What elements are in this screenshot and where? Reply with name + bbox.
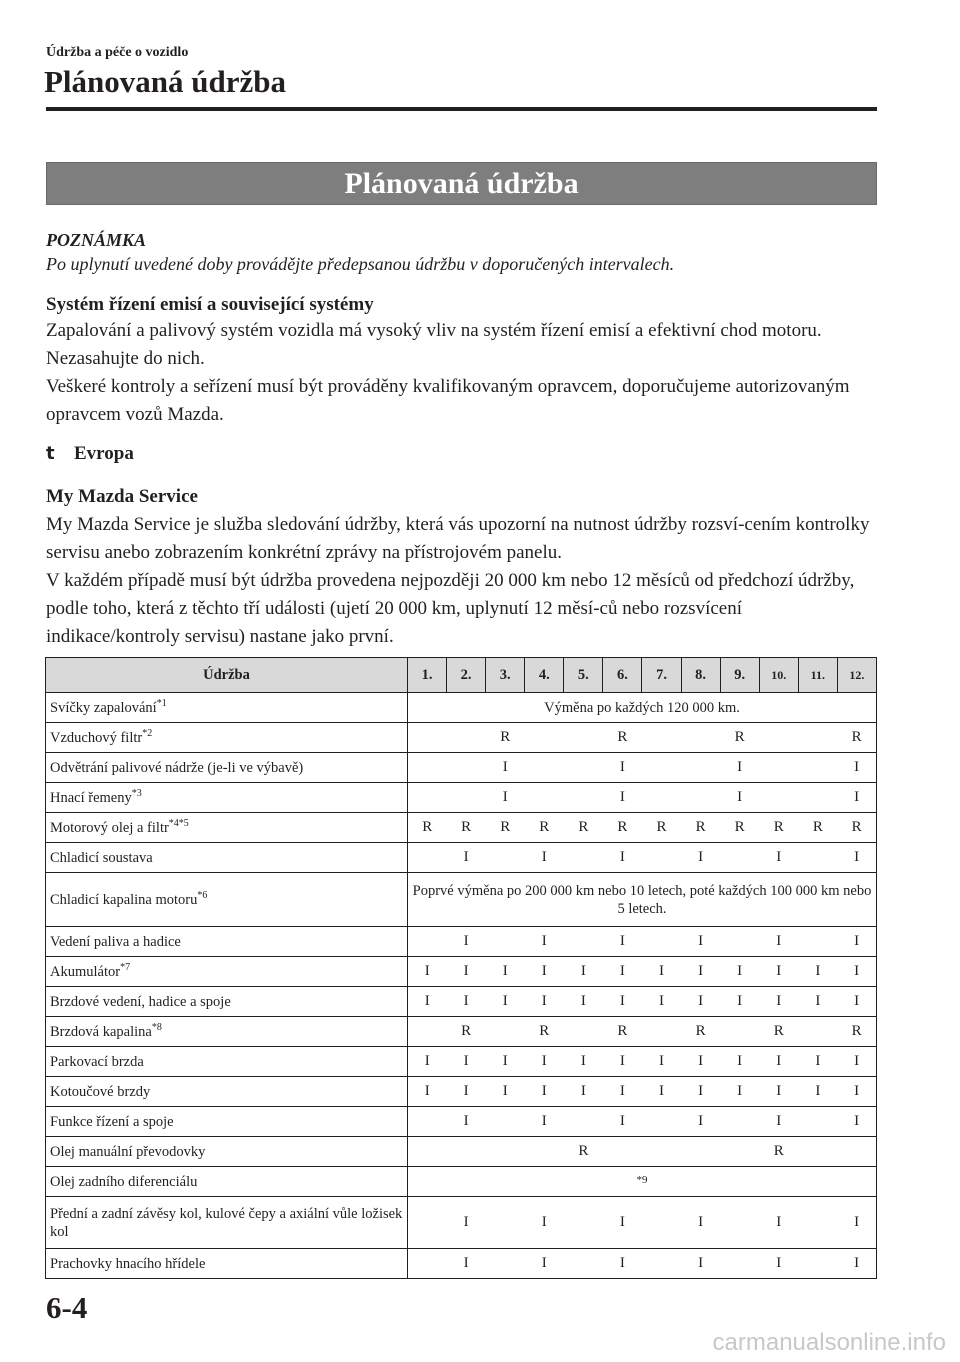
table-header-interval: 9.: [720, 658, 759, 693]
table-cell: [486, 1017, 525, 1047]
table-cell: R: [486, 813, 525, 843]
table-cell: [720, 843, 759, 873]
table-cell: [564, 843, 603, 873]
table-cell: I: [525, 1249, 564, 1279]
table-cell: [720, 1107, 759, 1137]
table-cell: [408, 783, 447, 813]
page-title: Plánovaná údržba: [44, 64, 287, 99]
table-header-row: [46, 658, 877, 693]
table-cell: [798, 1137, 837, 1167]
table-cell: [759, 753, 798, 783]
table-cell: R: [525, 1017, 564, 1047]
table-cell: I: [681, 1077, 720, 1107]
table-row-label: [46, 753, 408, 783]
table-cell: [603, 1137, 642, 1167]
table-row-label: [46, 693, 408, 723]
table-cell: [447, 723, 486, 753]
table-cell: I: [447, 1077, 486, 1107]
table-cell: [564, 1249, 603, 1279]
table-row: [46, 1017, 877, 1047]
table-cell: I: [720, 987, 759, 1017]
table-cell: [447, 753, 486, 783]
table-cell: I: [525, 927, 564, 957]
table-row-label-text: Chladicí soustava: [50, 849, 153, 866]
table-row-label-text: Brzdová kapalina: [50, 1023, 152, 1040]
table-cell: [642, 1249, 681, 1279]
region-bullet-icon: t: [46, 443, 55, 464]
table-cell: R: [447, 813, 486, 843]
table-cell: I: [564, 957, 603, 987]
table-cell: R: [681, 813, 720, 843]
footnote-ref: *8: [151, 1021, 162, 1033]
table-row-label: [46, 843, 408, 873]
region-label: Evropa: [74, 443, 134, 464]
table-cell: [720, 1017, 759, 1047]
table-cell: R: [603, 813, 642, 843]
table-cell: I: [837, 1107, 876, 1137]
table-cell: I: [525, 1197, 564, 1249]
table-cell: I: [486, 753, 525, 783]
table-cell: I: [798, 987, 837, 1017]
table-row-label: [46, 1047, 408, 1077]
table-row-label-text: Parkovací brzda: [50, 1053, 144, 1070]
table-cell: I: [681, 957, 720, 987]
table-row-label-text: Kotoučové brzdy: [50, 1083, 151, 1100]
table-row-label: [46, 1077, 408, 1107]
table-cell: R: [759, 1017, 798, 1047]
table-row-label-text: Motorový olej a filtr: [50, 819, 169, 836]
footnote-ref: *6: [197, 889, 208, 901]
table-cell: I: [759, 1249, 798, 1279]
table-cell: I: [837, 1249, 876, 1279]
table-cell: I: [681, 1047, 720, 1077]
table-row: [46, 927, 877, 957]
page-number: 6-4: [46, 1290, 88, 1325]
table-cell: [720, 1249, 759, 1279]
table-header-interval: 5.: [564, 658, 603, 693]
table-cell: [408, 1197, 447, 1249]
table-cell: I: [447, 1197, 486, 1249]
table-row-label: [46, 1107, 408, 1137]
table-cell: [837, 1137, 876, 1167]
table-row-label-text: Olej manuální převodovky: [50, 1143, 206, 1160]
table-cell: I: [447, 927, 486, 957]
table-row-label: [46, 1197, 408, 1249]
table-cell: [408, 1107, 447, 1137]
table-header-label: Údržba: [46, 658, 408, 693]
table-cell: R: [525, 813, 564, 843]
table-cell: [408, 927, 447, 957]
table-cell: [564, 1017, 603, 1047]
table-header-interval: 3.: [486, 658, 525, 693]
table-cell: I: [837, 987, 876, 1017]
region-heading: [46, 443, 134, 465]
table-row-label-text: Přední a zadní závěsy kol, kulové čepy a axiální vůle ložisek kol: [50, 1205, 403, 1240]
table-cell: I: [447, 843, 486, 873]
table-row-label-text: Vedení paliva a hadice: [50, 933, 181, 950]
note-label: POZNÁMKA: [46, 230, 147, 250]
table-row-label-text: Funkce řízení a spoje: [50, 1113, 174, 1130]
table-row-label: [46, 1249, 408, 1279]
table-cell: [681, 753, 720, 783]
title-rule: [46, 107, 877, 111]
table-cell: I: [681, 843, 720, 873]
table-cell: I: [603, 957, 642, 987]
table-cell: R: [642, 813, 681, 843]
footnote-ref: *7: [120, 961, 131, 973]
table-cell: [798, 1249, 837, 1279]
table-row-label: [46, 783, 408, 813]
table-cell: I: [720, 957, 759, 987]
table-cell: R: [603, 723, 642, 753]
table-cell: [564, 1107, 603, 1137]
table-cell: I: [525, 1077, 564, 1107]
table-cell: I: [408, 1077, 447, 1107]
table-span-cell: Výměna po každých 120 000 km.: [408, 693, 877, 723]
table-row: [46, 753, 877, 783]
table-cell: I: [720, 1047, 759, 1077]
table-cell: [759, 723, 798, 753]
table-cell: [447, 783, 486, 813]
table-cell: [798, 783, 837, 813]
table-row-label: [46, 1137, 408, 1167]
table-cell: [642, 723, 681, 753]
table-cell: I: [759, 1197, 798, 1249]
table-header-interval: 1.: [408, 658, 447, 693]
table-cell: I: [681, 1249, 720, 1279]
table-cell: R: [447, 1017, 486, 1047]
service-paragraph-2: V každém případě musí být údržba provedena nejpozději 20 000 km nebo 12 měsíců od předchozí údržby, podle toho, která z těchto tří události (ujetí 20 000 km, uplynutí 12 měsí-ců nebo rozsvícení indikace/kontroly servisu) nastane jako první.: [46, 570, 855, 647]
table-cell: I: [603, 843, 642, 873]
table-cell: R: [759, 813, 798, 843]
note-text: Po uplynutí uvedené doby provádějte předepsanou údržbu v doporučených intervalech.: [46, 254, 675, 274]
table-cell: I: [681, 927, 720, 957]
table-cell: I: [759, 1047, 798, 1077]
table-cell: I: [642, 1047, 681, 1077]
table-cell: [642, 783, 681, 813]
table-row: [46, 1137, 877, 1167]
table-cell: R: [720, 813, 759, 843]
table-cell: I: [720, 753, 759, 783]
table-cell: [642, 1017, 681, 1047]
table-cell: I: [603, 987, 642, 1017]
table-row-label: [46, 1167, 408, 1197]
table-row-label: [46, 927, 408, 957]
table-cell: [642, 1197, 681, 1249]
table-cell: I: [564, 1047, 603, 1077]
table-cell: I: [603, 1077, 642, 1107]
table-cell: I: [564, 1077, 603, 1107]
table-cell: [486, 843, 525, 873]
table-cell: R: [486, 723, 525, 753]
table-header-interval: 7.: [642, 658, 681, 693]
table-cell: [798, 843, 837, 873]
table-cell: I: [525, 987, 564, 1017]
table-row-label-text: Svíčky zapalování: [50, 699, 157, 716]
table-cell: R: [837, 1017, 876, 1047]
table-cell: I: [837, 1197, 876, 1249]
table-cell: [798, 723, 837, 753]
table-cell: I: [408, 957, 447, 987]
table-header-interval: 11.: [798, 658, 837, 693]
table-cell: I: [642, 957, 681, 987]
table-cell: [759, 783, 798, 813]
footnote-ref: *2: [142, 727, 153, 739]
table-cell: [486, 927, 525, 957]
table-row-label: [46, 1017, 408, 1047]
table-row-label-text: Hnací řemeny: [50, 789, 132, 806]
maintenance-table: [45, 657, 877, 1279]
table-row: [46, 1167, 877, 1197]
watermark: carmanualsonline.info: [712, 1329, 946, 1356]
table-cell: [408, 753, 447, 783]
table-cell: I: [798, 957, 837, 987]
table-cell: [642, 843, 681, 873]
table-cell: I: [837, 927, 876, 957]
table-cell: R: [603, 1017, 642, 1047]
table-header-interval: 4.: [525, 658, 564, 693]
table-cell: I: [759, 1107, 798, 1137]
table-cell: I: [603, 753, 642, 783]
table-cell: I: [603, 1047, 642, 1077]
table-cell: I: [837, 957, 876, 987]
emissions-paragraph-2: Veškeré kontroly a seřízení musí být prováděny kvalifikovaným opravcem, doporučujeme autorizovaným opravcem vozů Mazda.: [46, 376, 850, 425]
table-row-label-text: Olej zadního diferenciálu: [50, 1173, 198, 1190]
table-span-cell: *9: [408, 1167, 877, 1197]
table-cell: I: [759, 957, 798, 987]
table-cell: I: [486, 987, 525, 1017]
table-cell: I: [837, 753, 876, 783]
table-cell: I: [837, 843, 876, 873]
table-cell: I: [759, 843, 798, 873]
table-row: [46, 987, 877, 1017]
footnote-ref: *4*5: [168, 817, 189, 829]
table-row: [46, 1107, 877, 1137]
table-cell: [564, 927, 603, 957]
table-cell: I: [447, 1047, 486, 1077]
table-cell: I: [486, 957, 525, 987]
table-cell: R: [837, 723, 876, 753]
table-cell: [525, 783, 564, 813]
table-cell: [525, 753, 564, 783]
breadcrumb: Údržba a péče o vozidlo: [46, 45, 189, 60]
table-cell: [681, 723, 720, 753]
table-cell: I: [486, 1047, 525, 1077]
table-cell: I: [525, 843, 564, 873]
table-cell: [564, 723, 603, 753]
table-cell: I: [798, 1047, 837, 1077]
table-cell: [447, 1137, 486, 1167]
table-cell: I: [603, 783, 642, 813]
table-row-label-text: Prachovky hnacího hřídele: [50, 1255, 206, 1272]
table-cell: [525, 723, 564, 753]
table-row-label: [46, 723, 408, 753]
table-cell: I: [798, 1077, 837, 1107]
table-cell: [642, 927, 681, 957]
table-cell: [720, 927, 759, 957]
table-cell: [408, 1249, 447, 1279]
emissions-paragraph-1: Zapalování a palivový systém vozidla má vysoký vliv na systém řízení emisí a efektivní chod motoru. Nezasahujte do nich.: [46, 320, 822, 369]
table-cell: I: [525, 957, 564, 987]
table-cell: I: [603, 1197, 642, 1249]
table-cell: [486, 1197, 525, 1249]
table-cell: [681, 1137, 720, 1167]
footnote-ref: *3: [131, 787, 142, 799]
table-row: [46, 723, 877, 753]
table-row: [46, 1197, 877, 1249]
table-cell: I: [603, 927, 642, 957]
table-cell: R: [720, 723, 759, 753]
table-cell: I: [681, 987, 720, 1017]
table-cell: [564, 1197, 603, 1249]
table-row: [46, 873, 877, 927]
table-row: [46, 1047, 877, 1077]
table-cell: I: [837, 783, 876, 813]
table-cell: [408, 843, 447, 873]
table-row-label: [46, 987, 408, 1017]
table-cell: I: [525, 1107, 564, 1137]
table-header-interval: 6.: [603, 658, 642, 693]
table-row: [46, 783, 877, 813]
table-cell: [564, 753, 603, 783]
table-cell: [642, 1137, 681, 1167]
table-cell: I: [447, 1249, 486, 1279]
table-cell: I: [642, 987, 681, 1017]
table-row-label-text: Brzdové vedení, hadice a spoje: [50, 993, 231, 1010]
table-cell: [642, 753, 681, 783]
service-paragraph-1: My Mazda Service je služba sledování údržby, která vás upozorní na nutnost údržby rozsví-cením kontrolky servisu anebo zobrazením konkrétní zprávy na přístrojovém panelu.: [46, 514, 870, 563]
table-cell: I: [447, 1107, 486, 1137]
table-cell: [720, 1197, 759, 1249]
table-row: [46, 843, 877, 873]
table-cell: I: [603, 1107, 642, 1137]
table-header-interval: 10.: [759, 658, 798, 693]
table-cell: I: [720, 783, 759, 813]
table-cell: [642, 1107, 681, 1137]
emissions-heading: Systém řízení emisí a související systémy: [46, 294, 374, 315]
table-cell: [798, 753, 837, 783]
table-cell: I: [681, 1197, 720, 1249]
table-row: [46, 1077, 877, 1107]
table-cell: [408, 723, 447, 753]
table-row-label-text: Vzduchový filtr: [50, 729, 143, 746]
service-heading: My Mazda Service: [46, 486, 198, 507]
table-row-label-text: Akumulátor: [50, 963, 121, 980]
table-cell: I: [759, 987, 798, 1017]
table-cell: R: [564, 1137, 603, 1167]
table-cell: I: [486, 783, 525, 813]
table-cell: I: [486, 1077, 525, 1107]
table-cell: R: [798, 813, 837, 843]
table-cell: I: [642, 1077, 681, 1107]
table-cell: [720, 1137, 759, 1167]
table-cell: R: [564, 813, 603, 843]
footnote-ref: *1: [156, 697, 167, 709]
table-cell: I: [564, 987, 603, 1017]
table-row: [46, 957, 877, 987]
table-cell: [564, 783, 603, 813]
table-cell: R: [837, 813, 876, 843]
table-header-interval: 12.: [837, 658, 876, 693]
table-row-label-text: Chladicí kapalina motoru: [50, 891, 198, 908]
table-row-label: [46, 813, 408, 843]
table-cell: [681, 783, 720, 813]
table-row-label: [46, 957, 408, 987]
table-cell: R: [408, 813, 447, 843]
table-cell: I: [447, 957, 486, 987]
table-cell: R: [681, 1017, 720, 1047]
table-cell: I: [408, 987, 447, 1017]
table-cell: I: [525, 1047, 564, 1077]
table-cell: I: [759, 1077, 798, 1107]
table-row-label-text: Odvětrání palivové nádrže (je-li ve výbavě): [50, 759, 304, 776]
table-cell: R: [759, 1137, 798, 1167]
table-cell: I: [837, 1077, 876, 1107]
table-cell: I: [759, 927, 798, 957]
table-cell: [408, 1017, 447, 1047]
table-cell: [798, 927, 837, 957]
table-row: [46, 693, 877, 723]
table-row: [46, 813, 877, 843]
table-cell: [486, 1249, 525, 1279]
table-cell: I: [837, 1047, 876, 1077]
table-row-label: [46, 873, 408, 927]
table-header-interval: 2.: [447, 658, 486, 693]
table-cell: I: [408, 1047, 447, 1077]
table-cell: [486, 1107, 525, 1137]
table-cell: [486, 1137, 525, 1167]
table-span-cell: Poprvé výměna po 200 000 km nebo 10 letech, poté každých 100 000 km nebo 5 letech.: [408, 873, 877, 927]
table-cell: I: [681, 1107, 720, 1137]
table-cell: I: [720, 1077, 759, 1107]
table-cell: [525, 1137, 564, 1167]
table-cell: [408, 1137, 447, 1167]
table-cell: [798, 1197, 837, 1249]
table-cell: [798, 1107, 837, 1137]
table-row: [46, 1249, 877, 1279]
table-cell: [798, 1017, 837, 1047]
section-banner: Plánovaná údržba: [46, 162, 877, 205]
table-header-interval: 8.: [681, 658, 720, 693]
table-cell: I: [603, 1249, 642, 1279]
table-body: [46, 693, 877, 1279]
table-cell: I: [447, 987, 486, 1017]
